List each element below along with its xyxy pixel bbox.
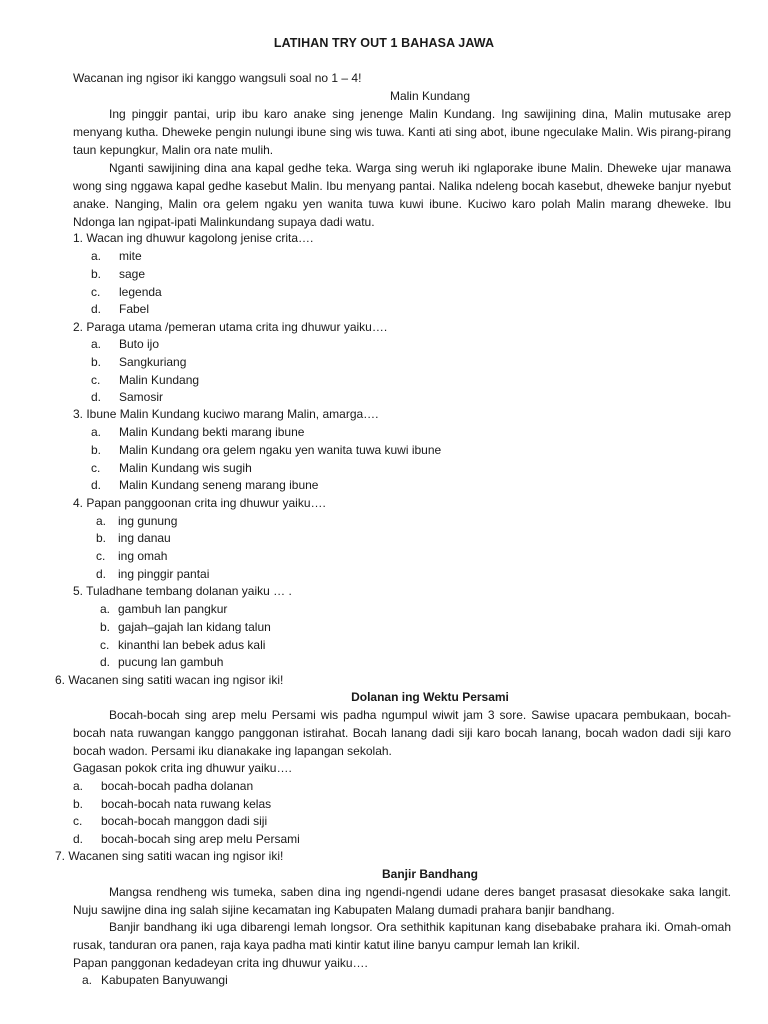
story-1-heading: Malin Kundang <box>389 89 471 103</box>
question-3-option-c: c. Malin Kundang wis sugih <box>91 461 252 475</box>
question-7-prompt: Papan panggonan kedadeyan crita ing dhuwur yaiku…. <box>73 956 368 970</box>
question-4-option-d: d. ing pinggir pantai <box>96 567 210 581</box>
question-3-option-d: d. Malin Kundang seneng marang ibune <box>91 478 319 492</box>
page-title: LATIHAN TRY OUT 1 BAHASA JAWA <box>273 36 495 50</box>
question-6-option-c: c. bocah-bocah manggon dadi siji <box>73 814 268 828</box>
story-2-paragraph: Bocah-bocah sing arep melu Persami wis padha ngumpul wiwit jam 3 sore. Sawise upacara pembukaan, bocah-bocah nata ruwangan kanggo panggonan istirahat. Bocah lanang dadi siji karo bocah lanang, bocah wadon dadi siji karo bocah wadon. Persami iku dianakake ing lapangan sekolah. <box>73 708 731 758</box>
question-2-option-a: a. Buto ijo <box>91 337 160 351</box>
question-3: 3. Ibune Malin Kundang kuciwo marang Malin, amarga…. <box>73 407 379 421</box>
instruction-1-4: Wacanan ing ngisor iki kanggo wangsuli soal no 1 – 4! <box>73 71 362 85</box>
question-7: 7. Wacanen sing satiti wacan ing ngisor iki! <box>55 849 284 863</box>
question-1-option-c: c. legenda <box>91 285 162 299</box>
question-2-option-d: d. Samosir <box>91 390 164 404</box>
question-3-option-b: b. Malin Kundang ora gelem ngaku yen wanita tuwa kuwi ibune <box>91 443 442 457</box>
question-6: 6. Wacanen sing satiti wacan ing ngisor iki! <box>55 673 284 687</box>
question-6-option-a: a. bocah-bocah padha dolanan <box>73 779 254 793</box>
question-1-option-a: a. mite <box>91 249 142 263</box>
story-2-heading: Dolanan ing Wektu Persami <box>351 690 509 704</box>
question-4-option-c: c. ing omah <box>96 549 168 563</box>
story-3-paragraph-2: Banjir bandhang iki uga dibarengi lemah longsor. Ora sethithik kapitunan kang disebabake prahara iki. Omah-omah rusak, tanduran ora panen, raja kaya padha mati kintir katut iline banyu campur lemah lan krikil. <box>73 920 731 952</box>
question-4-option-a: a. ing gunung <box>96 514 178 528</box>
question-5-option-a: a. gambuh lan pangkur <box>100 602 228 616</box>
question-5-option-d: d. pucung lan gambuh <box>100 655 224 669</box>
question-6-prompt: Gagasan pokok crita ing dhuwur yaiku…. <box>73 761 292 775</box>
question-6-option-d: d. bocah-bocah sing arep melu Persami <box>73 832 300 846</box>
question-1: 1. Wacan ing dhuwur kagolong jenise crita…. <box>73 231 314 245</box>
question-5: 5. Tuladhane tembang dolanan yaiku … . <box>73 584 292 598</box>
question-1-option-d: d. Fabel <box>91 302 150 316</box>
question-3-option-a: a. Malin Kundang bekti marang ibune <box>91 425 305 439</box>
story-3-heading: Banjir Bandhang <box>381 867 478 881</box>
question-4: 4. Papan panggoonan crita ing dhuwur yaiku…. <box>73 496 326 510</box>
question-2-option-c: c. Malin Kundang <box>91 373 200 387</box>
story-3-paragraph-1: Mangsa rendheng wis tumeka, saben dina ing ngendi-ngendi udane deres banget prasasat diesokake saka langit. Nuju sawijne dina ing salah sijine kecamatan ing Kabupaten Malang dumadi prahara banjir bandhang. <box>73 885 731 917</box>
question-7-option-a: a. Kabupaten Banyuwangi <box>82 973 228 987</box>
question-4-option-b: b. ing danau <box>96 531 171 545</box>
question-5-option-b: b. gajah–gajah lan kidang talun <box>100 620 271 634</box>
story-1-paragraph-1: Ing pinggir pantai, urip ibu karo anake sing jenenge Malin Kundang. Ing sawijining dina, Malin mutusake arep menyang kutha. Dheweke pengin nulungi ibune sing wis tuwa. Kanti ati sing abot, ibune ngeculake Malin. Wis pirang-pirang taun kepungkur, Malin ora nate mulih. <box>73 107 731 157</box>
question-1-option-b: b. sage <box>91 267 146 281</box>
question-2-option-b: b. Sangkuriang <box>91 355 187 369</box>
question-6-option-b: b. bocah-bocah nata ruwang kelas <box>73 797 272 811</box>
question-5-option-c: c. kinanthi lan bebek adus kali <box>100 638 266 652</box>
story-1-paragraph-2: Nganti sawijining dina ana kapal gedhe teka. Warga sing weruh iki nglaporake ibune Malin. Dheweke ujar manawa wong sing nggawa kapal gedhe kasebut Malin. Ibu menyang pantai. Nalika ndeleng bocah kasebut, dheweke banjur nyebut anake. Nanging, Malin ora gelem ngaku yen wanita tuwa kuwi ibune. Kuciwo karo polah Malin marang dheweke. Ibu Ndonga lan ngipat-ipati Malinkundang supaya dadi watu. <box>73 161 731 229</box>
question-2: 2. Paraga utama /pemeran utama crita ing dhuwur yaiku…. <box>73 320 388 334</box>
